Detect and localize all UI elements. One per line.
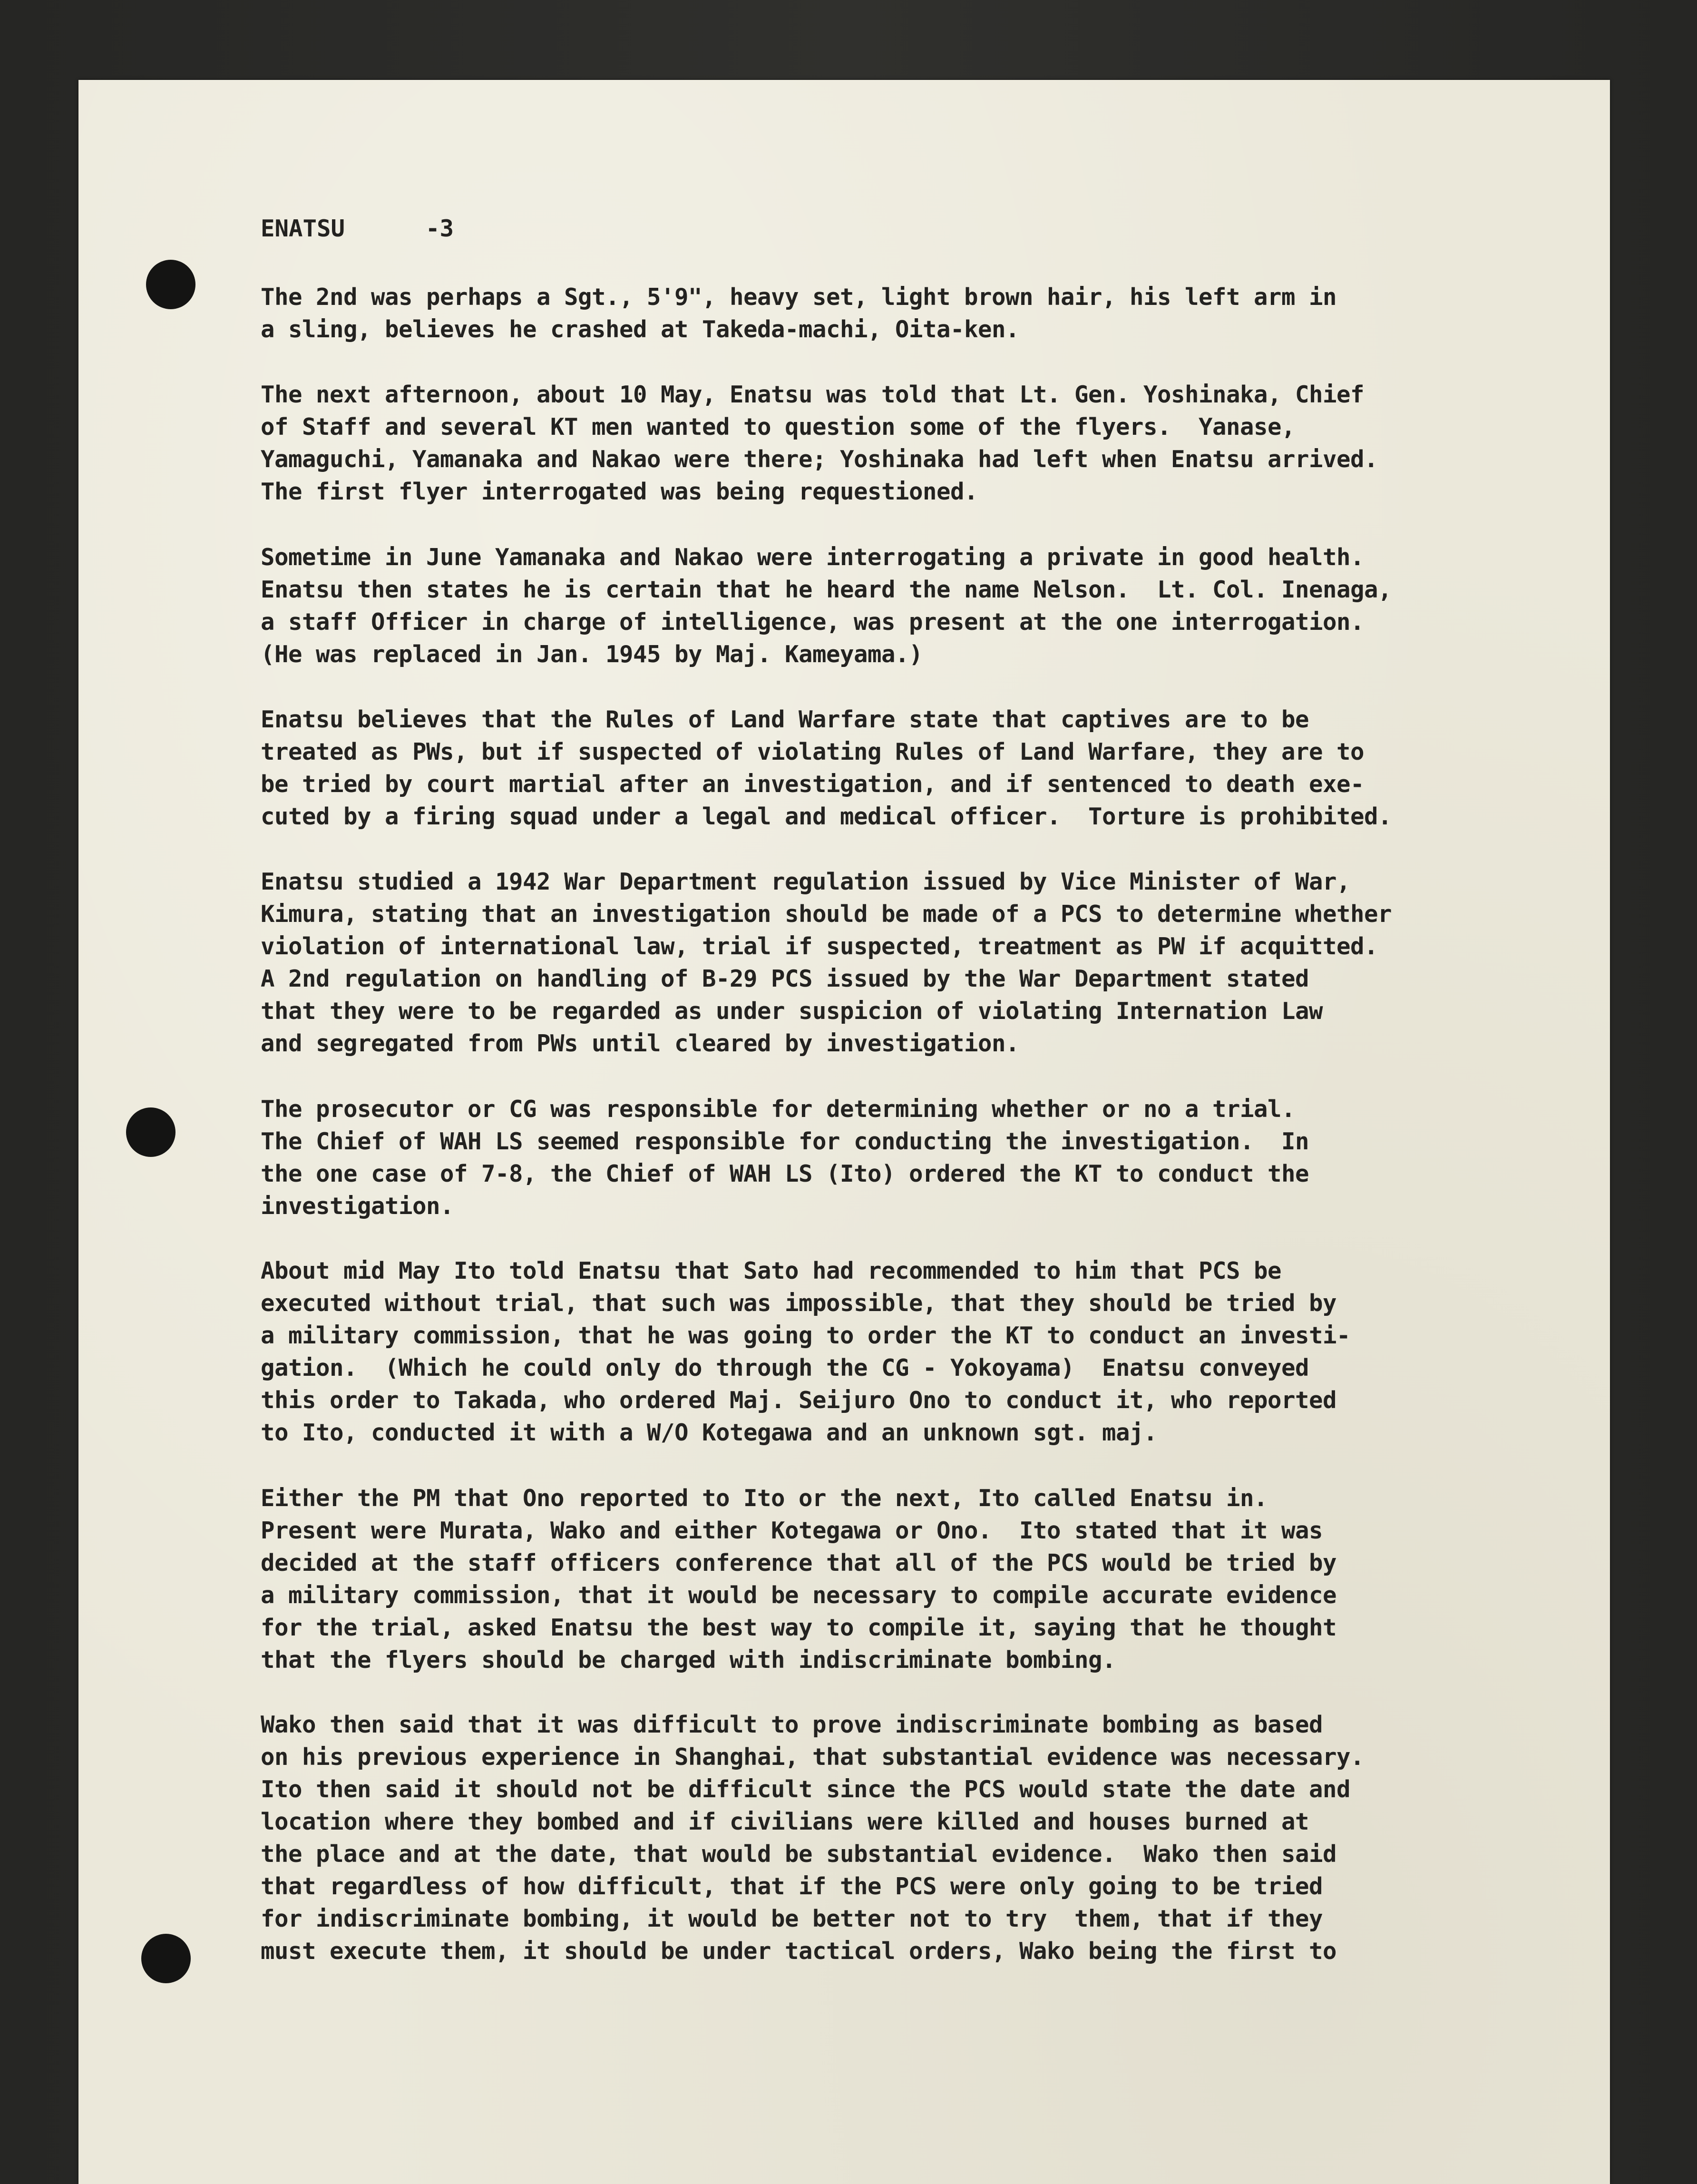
text-line: (He was replaced in Jan. 1945 by Maj. Kameyama.) <box>261 641 923 668</box>
text-line: that the flyers should be charged with indiscriminate bombing. <box>261 1646 1116 1674</box>
text-line: Enatsu studied a 1942 War Department regulation issued by Vice Minister of War, <box>261 868 1351 895</box>
text-line: a staff Officer in charge of intelligence, was present at the one interrogation. <box>261 608 1365 636</box>
text-line: Enatsu believes that the Rules of Land Warfare state that captives are to be <box>261 706 1309 733</box>
text-line: a sling, believes he crashed at Takeda-machi, Oita-ken. <box>261 316 1020 343</box>
text-line: Sometime in June Yamanaka and Nakao were interrogating a private in good health. <box>261 544 1365 571</box>
text-line: Ito then said it should not be difficult since the PCS would state the date and <box>261 1776 1351 1803</box>
paragraph <box>261 704 1611 833</box>
paragraph <box>261 1255 1611 1449</box>
text-line: decided at the staff officers conference that all of the PCS would be tried by <box>261 1549 1337 1577</box>
text-line: on his previous experience in Shanghai, that substantial evidence was necessary. <box>261 1743 1365 1771</box>
punch-hole-middle <box>126 1107 176 1157</box>
text-line: be tried by court martial after an investigation, and if sentenced to death exe- <box>261 771 1365 798</box>
text-line: executed without trial, that such was impossible, that they should be tried by <box>261 1290 1337 1317</box>
text-line: cuted by a firing squad under a legal and medical officer. Torture is prohibited. <box>261 803 1392 830</box>
text-line: of Staff and several KT men wanted to question some of the flyers. Yanase, <box>261 413 1296 441</box>
text-line: a military commission, that he was going to order the KT to conduct an investi- <box>261 1322 1351 1349</box>
text-line: treated as PWs, but if suspected of violating Rules of Land Warfare, they are to <box>261 738 1365 765</box>
header-page-number: -3 <box>426 215 454 242</box>
text-line: The 2nd was perhaps a Sgt., 5'9", heavy set, light brown hair, his left arm in <box>261 284 1337 311</box>
header-name: ENATSU <box>261 215 345 242</box>
text-line: this order to Takada, who ordered Maj. Seijuro Ono to conduct it, who reported <box>261 1387 1337 1414</box>
paragraph <box>261 1482 1611 1676</box>
text-line: investigation. <box>261 1193 454 1220</box>
text-line: Enatsu then states he is certain that he heard the name Nelson. Lt. Col. Inenaga, <box>261 576 1392 603</box>
text-line: for indiscriminate bombing, it would be better not to try them, that if they <box>261 1905 1323 1932</box>
text-line: must execute them, it should be under tactical orders, Wako being the first to <box>261 1938 1337 1965</box>
text-line: violation of international law, trial if suspected, treatment as PW if acquitted. <box>261 933 1378 960</box>
paragraph <box>261 281 1611 346</box>
text-line: About mid May Ito told Enatsu that Sato had recommended to him that PCS be <box>261 1257 1282 1284</box>
punch-hole-top <box>146 260 195 309</box>
text-line: The Chief of WAH LS seemed responsible for conducting the investigation. In <box>261 1128 1309 1155</box>
text-line: that regardless of how difficult, that if the PCS were only going to be tried <box>261 1873 1323 1900</box>
text-line: The next afternoon, about 10 May, Enatsu was told that Lt. Gen. Yoshinaka, Chief <box>261 381 1365 408</box>
text-line: the one case of 7-8, the Chief of WAH LS (Ito) ordered the KT to conduct the <box>261 1160 1309 1187</box>
text-line: Wako then said that it was difficult to prove indiscriminate bombing as based <box>261 1711 1323 1738</box>
paragraph <box>261 1093 1611 1223</box>
page-header <box>261 213 454 245</box>
text-line: and segregated from PWs until cleared by investigation. <box>261 1030 1020 1057</box>
paragraph <box>261 1709 1611 1968</box>
text-line: Yamaguchi, Yamanaka and Nakao were there; Yoshinaka had left when Enatsu arrived. <box>261 446 1378 473</box>
text-line: The first flyer interrogated was being requestioned. <box>261 478 978 505</box>
text-line: the place and at the date, that would be substantial evidence. Wako then said <box>261 1841 1337 1868</box>
paragraph <box>261 866 1611 1060</box>
paragraph <box>261 379 1611 508</box>
punch-hole-bottom <box>141 1934 191 1983</box>
text-line: Either the PM that Ono reported to Ito or the next, Ito called Enatsu in. <box>261 1485 1268 1512</box>
text-line: A 2nd regulation on handling of B-29 PCS issued by the War Department stated <box>261 965 1309 992</box>
text-line: Kimura, stating that an investigation should be made of a PCS to determine whether <box>261 901 1392 928</box>
text-line: that they were to be regarded as under suspicion of violating Internation Law <box>261 998 1323 1025</box>
text-line: a military commission, that it would be necessary to compile accurate evidence <box>261 1582 1337 1609</box>
text-line: gation. (Which he could only do through the CG - Yokoyama) Enatsu conveyed <box>261 1354 1309 1381</box>
text-line: Present were Murata, Wako and either Kotegawa or Ono. Ito stated that it was <box>261 1517 1323 1544</box>
paragraph <box>261 541 1611 671</box>
text-line: for the trial, asked Enatsu the best way to compile it, saying that he thought <box>261 1614 1337 1641</box>
text-line: The prosecutor or CG was responsible for determining whether or no a trial. <box>261 1096 1296 1123</box>
text-line: to Ito, conducted it with a W/O Kotegawa and an unknown sgt. maj. <box>261 1419 1158 1446</box>
text-line: location where they bombed and if civilians were killed and houses burned at <box>261 1808 1309 1835</box>
